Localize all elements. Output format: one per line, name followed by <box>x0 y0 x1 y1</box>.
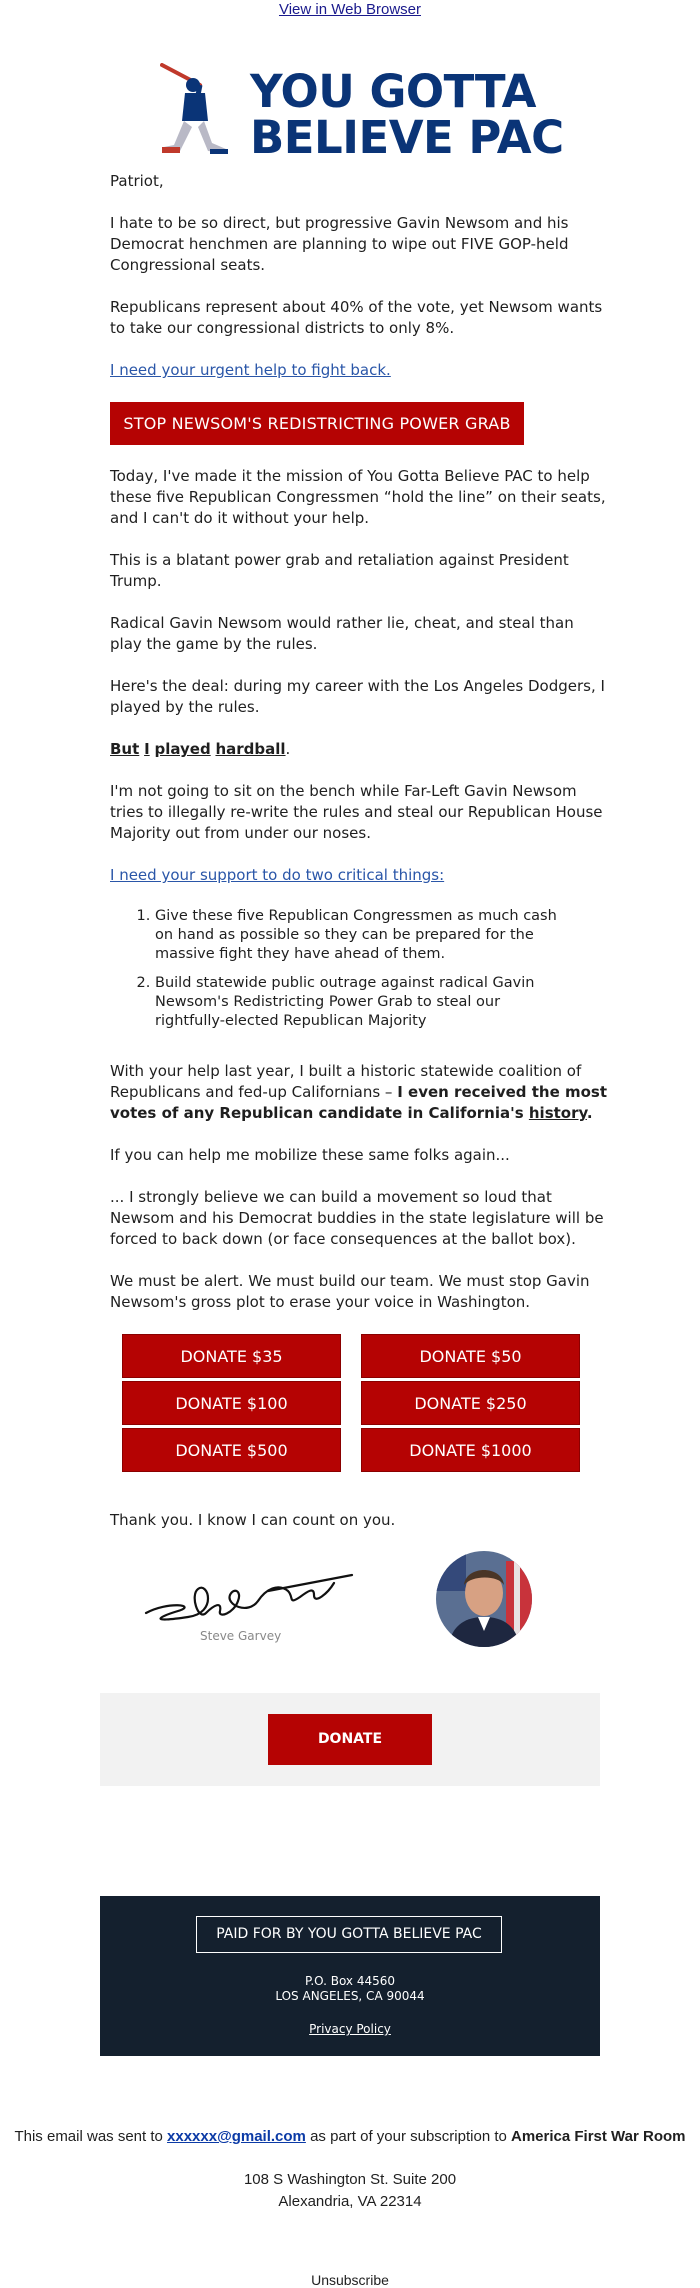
email-footer <box>0 2128 700 2288</box>
recipient-email-link[interactable]: xxxxxx@gmail.com <box>167 2128 306 2145</box>
footer-city: LOS ANGELES, CA 90044 <box>275 1989 425 2003</box>
signature-image <box>138 1561 358 1631</box>
po-box: P.O. Box 44560 <box>304 1974 396 1988</box>
stop-newsom-button[interactable]: STOP NEWSOM'S REDISTRICTING POWER GRAB <box>110 402 524 445</box>
critical-things-list <box>110 907 565 1031</box>
signature-row <box>0 1551 700 1661</box>
donate-250-button[interactable]: DONATE $250 <box>361 1381 580 1425</box>
footer-address <box>100 1974 600 2004</box>
paragraph-4: This is a blatant power grab and retaliation against President Trump. <box>110 551 569 590</box>
street: 108 S Washington St. Suite 200 <box>243 2171 457 2188</box>
list-item: 1. Give these five Republican Congressmen as much cash on hand as possible so they can be prepared for the massive fight they have ahead of them. <box>155 907 565 964</box>
donate-35-button[interactable]: DONATE $35 <box>122 1334 341 1378</box>
paragraph-7: I'm not going to sit on the bench while Far-Left Gavin Newsom tries to illegally re-write the rules and steal our Republican House Majority out from under our noses. <box>110 782 603 842</box>
signer-name: Steve Garvey <box>200 1629 282 1643</box>
logo-line-2: BELIEVE PAC <box>250 111 564 164</box>
salutation: Patriot, <box>110 172 164 190</box>
history-link[interactable]: history <box>528 1104 587 1122</box>
word-i: I <box>144 740 150 758</box>
word-hardball: hardball <box>215 740 286 758</box>
donate-100-button[interactable]: DONATE $100 <box>122 1381 341 1425</box>
paragraph-8: With your help last year, I built a historic statewide coalition of Republicans and fed-up Californians – I even received the most votes of any Republican candidate in California's history. <box>110 1062 608 1122</box>
donate-500-button[interactable]: DONATE $500 <box>122 1428 341 1472</box>
baseball-player-icon <box>160 63 240 163</box>
view-in-browser-link[interactable]: View in Web Browser <box>278 1 421 18</box>
steve-garvey-photo <box>436 1551 532 1647</box>
unsubscribe-link[interactable]: Unsubscribe <box>311 2272 389 2288</box>
donate-button[interactable]: DONATE <box>268 1714 432 1765</box>
paid-for-disclaimer: PAID FOR BY YOU GOTTA BELIEVE PAC <box>196 1916 502 1953</box>
word-played: played <box>154 740 211 758</box>
paragraph-11: We must be alert. We must build our team. We must stop Gavin Newsom's gross plot to erase your voice in Washington. <box>110 1272 590 1311</box>
hardball-line: But I played hardball. <box>110 740 291 758</box>
privacy-policy-link[interactable]: Privacy Policy <box>309 2022 391 2036</box>
list-item: 2. Build statewide public outrage against radical Gavin Newsom's Redistricting Power Grab to steal our rightfully-elected Republican Majority <box>155 974 565 1031</box>
org-name: America First War Room <box>511 2128 686 2145</box>
paragraph-5: Radical Gavin Newsom would rather lie, cheat, and steal than play the game by the rules. <box>110 614 574 653</box>
paragraph-6: Here's the deal: during my career with the Los Angeles Dodgers, I played by the rules. <box>110 677 605 716</box>
paragraph-1: I hate to be so direct, but progressive Gavin Newsom and his Democrat henchmen are planning to wipe out FIVE GOP-held Congressional seats. <box>110 214 569 274</box>
sent-to-line: This email was sent to xxxxxx@gmail.com as part of your subscription to America First War Room <box>14 2128 686 2145</box>
donate-50-button[interactable]: DONATE $50 <box>361 1334 580 1378</box>
paragraph-2: Republicans represent about 40% of the vote, yet Newsom wants to take our congressional districts to only 8%. <box>110 298 603 337</box>
logo-line-1: YOU GOTTA <box>250 65 536 118</box>
city: Alexandria, VA 22314 <box>278 2193 422 2210</box>
paragraph-10: ... I strongly believe we can build a movement so loud that Newsom and his Democrat buddies in the state legislature will be forced to back down (or face consequences at the ballot box). <box>110 1188 604 1248</box>
web-browser-nav <box>0 0 700 18</box>
donate-box <box>100 1693 600 1786</box>
pac-logo <box>0 43 700 171</box>
two-critical-things-link[interactable]: I need your support to do two critical things: <box>110 866 445 884</box>
paragraph-9: If you can help me mobilize these same folks again... <box>110 1146 510 1164</box>
paragraph-3: Today, I've made it the mission of You Gotta Believe PAC to help these five Republican Congressmen “hold the line” on their seats, and I can't do it without your help. <box>110 467 606 527</box>
urgent-help-link[interactable]: I need your urgent help to fight back. <box>110 361 391 379</box>
mailing-address <box>0 2169 700 2213</box>
word-but: But <box>110 740 140 758</box>
thank-you-line: Thank you. I know I can count on you. <box>110 1511 396 1529</box>
donate-1000-button[interactable]: DONATE $1000 <box>361 1428 580 1472</box>
donate-button-grid <box>122 1334 580 1472</box>
footer <box>100 1896 600 2056</box>
letter-body <box>110 171 610 1313</box>
